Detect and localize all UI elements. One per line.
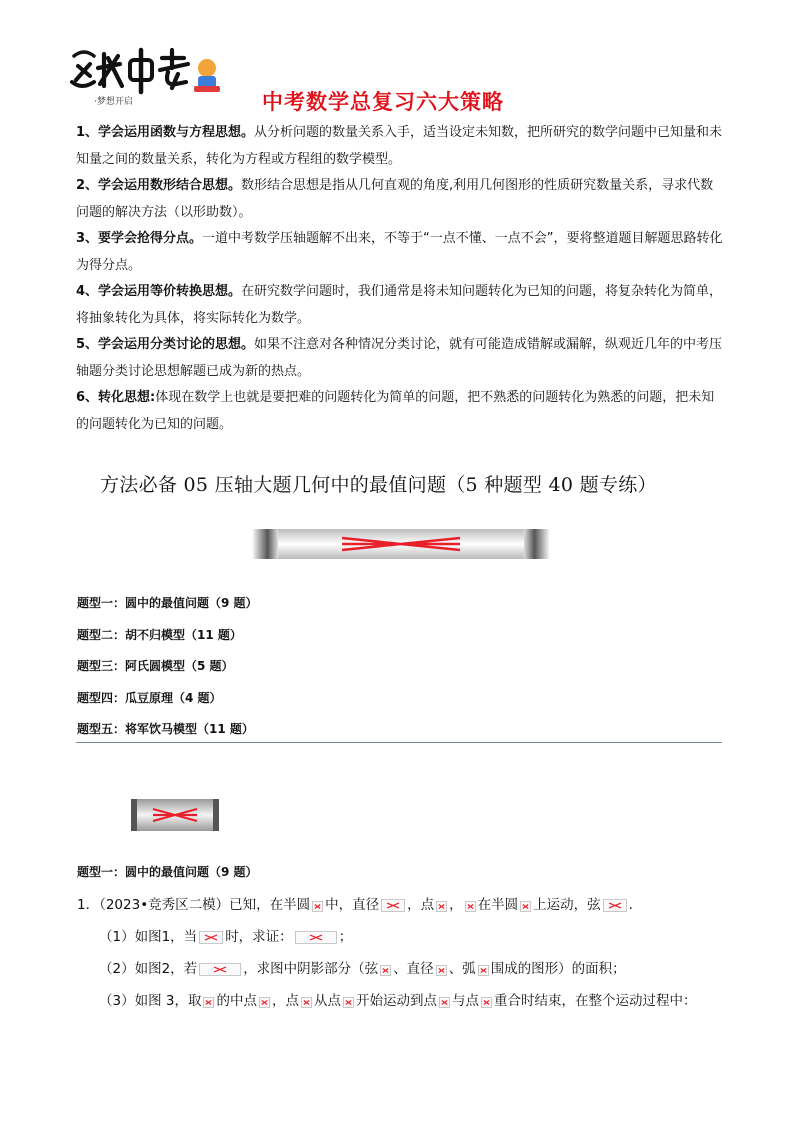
formula-placeholder xyxy=(381,899,405,912)
broken-image-icon xyxy=(437,966,446,975)
question-text: ， xyxy=(449,897,463,913)
strategy-head: 4、学会运用等价转换思想。 xyxy=(76,284,242,299)
strategy-body: 数形结合思想是指从几何直观的角度,利用几何图形的性质研究数量关系，寻求代数问题的解决方法（以形助数）。 xyxy=(76,178,714,220)
strategy-head: 6、转化思想: xyxy=(76,390,156,405)
broken-image-icon xyxy=(381,966,390,975)
formula-placeholder xyxy=(520,901,531,912)
question-text: ． xyxy=(628,897,643,913)
broken-image-icon xyxy=(482,998,491,1007)
section-divider xyxy=(76,742,722,743)
strategy-4 xyxy=(76,279,726,332)
question-text: 中，直径 xyxy=(325,897,380,913)
formula-placeholder xyxy=(380,965,391,976)
question-type-item: 题型五：将军饮马模型（11 题） xyxy=(77,722,254,736)
formula-placeholder xyxy=(436,901,447,912)
formula-placeholder xyxy=(199,931,223,944)
formula-placeholder xyxy=(301,997,312,1008)
strategy-head: 1、学会运用函数与方程思想。 xyxy=(76,125,255,140)
question-text: （2）如图2，若 xyxy=(99,961,198,977)
strategy-1 xyxy=(76,120,726,173)
question-type-item: 题型四：瓜豆原理（4 题） xyxy=(77,690,222,705)
strategy-head: 3、要学会抢得分点。 xyxy=(76,231,203,246)
broken-image-icon xyxy=(296,932,336,943)
strategy-body: 一道中考数学压轴题解不出来，不等于“一点不懂、一点不会”，要将整道题目解题思路转化为得分点。 xyxy=(76,231,723,273)
question-type-item: 题型三：阿氏圆模型（5 题） xyxy=(77,659,234,673)
question-type-list xyxy=(77,594,258,752)
broken-image-icon xyxy=(466,902,475,911)
question-text: 重合时结束，在整个运动过程中： xyxy=(493,993,697,1009)
broken-image-icon xyxy=(437,902,446,911)
question-text: 、直径 xyxy=(393,961,434,977)
broken-image-icon xyxy=(440,998,449,1007)
formula-placeholder xyxy=(478,965,489,976)
broken-image-icon xyxy=(302,998,311,1007)
formula-placeholder xyxy=(312,901,323,912)
formula-placeholder xyxy=(295,931,337,944)
broken-image-icon xyxy=(260,998,269,1007)
formula-placeholder xyxy=(203,997,214,1008)
formula-placeholder xyxy=(343,997,354,1008)
broken-image-icon xyxy=(344,998,353,1007)
question-text: 上运动，弦 xyxy=(533,897,601,913)
question-text: 1．（2023•竞秀区二模）已知，在半圆 xyxy=(77,897,311,913)
broken-image-icon xyxy=(200,932,222,943)
strategy-6 xyxy=(76,385,726,438)
question-1-part-1 xyxy=(77,927,737,959)
banner-image-placeholder xyxy=(252,529,550,559)
question-1 xyxy=(77,895,737,1023)
question-text: ，点 xyxy=(407,897,435,913)
question-1-part-3 xyxy=(77,991,737,1023)
question-text: 在半圆 xyxy=(477,897,519,913)
broken-image-icon xyxy=(313,902,322,911)
question-text: 的中点 xyxy=(216,993,257,1009)
question-text: （1）如图1，当 xyxy=(99,929,198,945)
broken-image-icon xyxy=(382,900,404,911)
formula-placeholder xyxy=(603,899,627,912)
question-text: ，求图中阴影部分（弦 xyxy=(243,961,379,977)
strategy-head: 2、学会运用数形结合思想。 xyxy=(76,178,242,193)
question-type-item: 题型二：胡不归模型（11 题） xyxy=(77,627,242,642)
section-badge-image-placeholder xyxy=(131,799,219,831)
broken-image-icon xyxy=(200,964,240,975)
question-type-heading: 题型一：圆中的最值问题（9 题） xyxy=(77,865,258,879)
question-text: 围成的图形）的面积； xyxy=(490,961,626,977)
broken-image-icon xyxy=(604,900,626,911)
formula-placeholder xyxy=(439,997,450,1008)
strategy-head: 5、学会运用分类讨论的思想。 xyxy=(76,337,255,352)
strategy-2 xyxy=(76,173,726,226)
bei-zhan-zhong-kao-logo xyxy=(60,42,230,112)
strategy-body: 在研究数学问题时，我们通常是将未知问题转化为已知的问题，将复杂转化为简单，将抽象转化为具体，将实际转化为数学。 xyxy=(76,284,723,326)
logo-slogan: ·梦想开启 xyxy=(94,97,133,107)
strategy-body: 体现在数学上也就是要把难的问题转化为简单的问题，把不熟悉的问题转化为熟悉的问题，把未知的问题转化为已知的问题。 xyxy=(76,390,715,432)
question-1-part-2 xyxy=(77,959,737,991)
strategy-3 xyxy=(76,226,726,279)
formula-placeholder xyxy=(259,997,270,1008)
broken-image-icon xyxy=(521,902,530,911)
broken-image-icon xyxy=(479,966,488,975)
strategy-list xyxy=(76,120,726,438)
strategy-5 xyxy=(76,332,726,385)
formula-placeholder xyxy=(465,901,476,912)
strategy-body: 如果不注意对各种情况分类讨论，就有可能造成错解或漏解，纵观近几年的中考压轴题分类讨论思想解题已成为新的热点。 xyxy=(76,337,723,379)
formula-placeholder xyxy=(436,965,447,976)
question-text: ，点 xyxy=(271,993,299,1009)
broken-image-icon xyxy=(204,998,213,1007)
formula-placeholder xyxy=(199,963,241,976)
strategy-body: 从分析问题的数量关系入手，适当设定未知数，把所研究的数学问题中已知量和未知量之间的数量关系，转化为方程或方程组的数学模型。 xyxy=(76,125,723,167)
question-type-item: 题型一：圆中的最值问题（9 题） xyxy=(77,596,258,610)
question-text: （3）如图 3，取 xyxy=(99,993,202,1009)
question-text: 时，求证： xyxy=(225,929,293,945)
section-title: 方法必备 05 压轴大题几何中的最值问题（5 种题型 40 题专练） xyxy=(100,474,657,496)
question-text: 从点 xyxy=(313,993,341,1009)
question-text: ； xyxy=(338,929,353,945)
question-text: 、弧 xyxy=(448,961,476,977)
question-1-stem xyxy=(77,895,737,927)
formula-placeholder xyxy=(481,997,492,1008)
question-text: 与点 xyxy=(451,993,479,1009)
question-text: 开始运动到点 xyxy=(355,993,437,1009)
page-title: 中考数学总复习六大策略 xyxy=(262,90,504,114)
